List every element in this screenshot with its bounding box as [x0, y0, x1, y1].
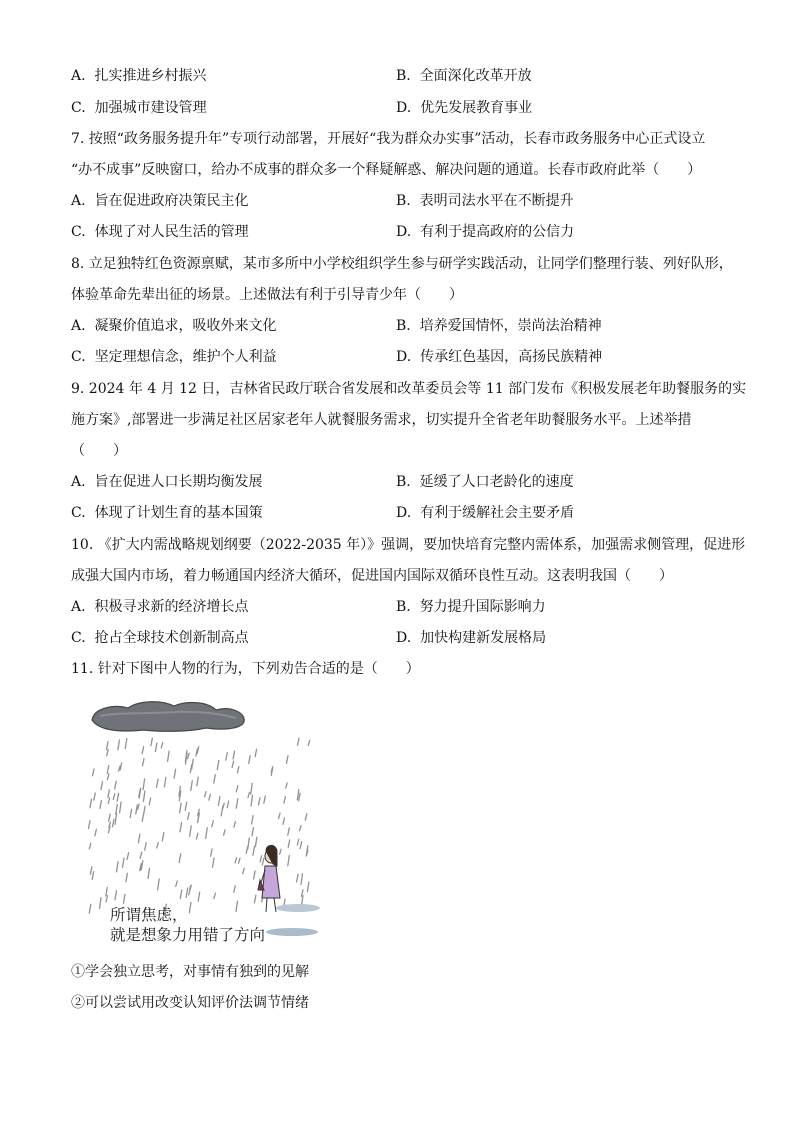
raindrop: [252, 828, 254, 836]
raindrop: [100, 801, 102, 809]
q8-option-a: A. 凝聚价值追求，吸收外来文化: [71, 318, 277, 334]
raindrop: [299, 793, 301, 801]
raindrop: [297, 874, 299, 882]
raindrop: [212, 821, 214, 827]
raindrop: [141, 861, 143, 870]
raindrop: [262, 858, 264, 865]
q7-stem-line2: “办不成事”反映窗口，给办不成事的群众多一个释疑解惑、解决问题的通道。长春市政府此举（ ）: [71, 162, 702, 178]
raindrop: [94, 793, 96, 800]
q10-option-d: D. 加快构建新发展格局: [396, 630, 547, 646]
q10-option-b: B. 努力提升国际影响力: [396, 599, 546, 615]
raindrop: [107, 750, 109, 756]
raindrop: [180, 803, 182, 813]
q10-option-a: A. 积极寻求新的经济增长点: [71, 599, 249, 615]
raindrop: [227, 801, 229, 808]
raindrop: [179, 854, 181, 863]
raindrop: [89, 843, 91, 849]
raindrop: [126, 873, 128, 882]
raindrop: [145, 843, 147, 851]
q6-option-d: D. 优先发展教育事业: [396, 100, 533, 116]
raindrop: [180, 823, 182, 832]
raindrop: [158, 879, 160, 890]
raindrop: [101, 782, 103, 790]
raindrop: [142, 747, 144, 754]
raindrop: [254, 871, 256, 879]
cartoon-caption: [110, 905, 265, 945]
raindrop: [305, 814, 307, 820]
raindrop: [243, 868, 245, 874]
raindrop: [254, 895, 256, 903]
raindrop: [255, 749, 257, 756]
raindrop: [209, 794, 211, 800]
q7-option-b: B. 表明司法水平在不断提升: [396, 193, 574, 209]
raindrop: [115, 781, 117, 789]
raindrop: [115, 891, 117, 900]
raindrop: [174, 769, 176, 778]
raindrop: [118, 740, 120, 749]
raindrop: [90, 867, 92, 875]
raindrop: [157, 779, 159, 787]
puddle: [266, 928, 318, 936]
raindrop: [140, 852, 142, 858]
raindrop: [237, 767, 239, 773]
raindrop: [113, 794, 115, 800]
raindrop: [213, 858, 215, 867]
raindrop: [235, 858, 237, 863]
raindrop: [279, 813, 281, 819]
q6-option-b: B. 全面深化改革开放: [396, 68, 532, 84]
raindrop: [144, 806, 146, 814]
raindrop: [236, 786, 238, 792]
q11-statement-1: ①学会独立思考，对事情有独到的见解: [71, 964, 309, 980]
raindrop: [113, 819, 115, 827]
q11-stem-line1: 11. 针对下图中人物的行为，下列劝告合适的是（ ）: [71, 661, 420, 677]
q11-statement-2: ②可以尝试用改变认知评价法调节情绪: [71, 995, 309, 1011]
q6-option-c: C. 加强城市建设管理: [71, 100, 207, 116]
raindrop: [161, 743, 163, 748]
q9-stem-line3: （ ）: [71, 443, 127, 459]
raindrop: [264, 796, 266, 803]
raindrop: [92, 872, 94, 880]
raindrop: [226, 753, 228, 760]
raindrop: [206, 828, 208, 839]
raindrop: [100, 898, 102, 909]
raindrop: [107, 774, 109, 780]
raindrop: [287, 756, 289, 764]
raindrop: [180, 890, 182, 898]
raindrop: [223, 803, 225, 809]
raindrop: [217, 760, 219, 769]
raindrop: [124, 894, 126, 903]
q9-option-c: C. 体现了计划生育的基本国策: [71, 505, 263, 521]
q10-stem-line2: 成强大国内市场，着力畅通国内经济大循环，促进国内国际双循环良性互动。这表明我国（ ）: [71, 568, 673, 584]
raindrop: [127, 853, 129, 860]
q9-stem-line1: 9. 2024 年 4 月 12 日，吉林省民政厅联合省发展和改革委员会等 11 部门发布《积极发展老年助餐服务的实: [71, 381, 747, 397]
raindrop: [308, 740, 310, 745]
raindrop: [188, 813, 190, 820]
raindrop: [284, 797, 286, 803]
puddle: [276, 904, 320, 912]
raindrop: [214, 893, 216, 898]
raindrop: [107, 766, 109, 774]
raindrop: [130, 809, 132, 817]
raindrop: [232, 761, 234, 767]
q8-stem-line2: 体验革命先辈出征的场景。上述做法有利于引导青少年（ ）: [71, 287, 463, 303]
raindrop: [218, 797, 220, 806]
raindrop: [162, 833, 164, 841]
raindrop: [252, 816, 254, 824]
raindrop: [283, 818, 285, 824]
q7-option-c: C. 体现了对人民生活的管理: [71, 224, 249, 240]
raindrop: [259, 798, 261, 805]
raindrop: [190, 765, 192, 773]
caption-line: 所谓焦虑，: [110, 906, 188, 924]
raindrop: [176, 881, 178, 887]
raindrop: [251, 783, 253, 794]
q9-option-d: D. 有利于缓解社会主要矛盾: [396, 505, 575, 521]
raindrop: [255, 837, 257, 847]
raindrop: [148, 868, 150, 878]
raindrop: [196, 749, 198, 756]
raindrop: [196, 833, 198, 839]
raindrop: [197, 777, 199, 786]
raindrop: [239, 858, 241, 863]
raindrop: [109, 814, 111, 821]
q8-option-b: B. 培养爱国情怀，崇尚法治精神: [396, 318, 602, 334]
raindrop: [149, 798, 151, 805]
raindrop: [185, 802, 187, 810]
q9-stem-line2: 施方案》,部署进一步满足社区居家老年人就餐服务需求，切实提升全省老年助餐服务水平。上述举措: [71, 412, 692, 428]
raindrop: [249, 756, 251, 764]
raindrop: [117, 862, 119, 872]
raindrop: [108, 798, 110, 804]
raindrop: [190, 826, 192, 836]
raindrop: [297, 839, 299, 845]
raindrop: [298, 738, 300, 745]
raindrop: [214, 775, 216, 784]
raindrop: [234, 822, 236, 828]
raindrop: [125, 739, 127, 749]
raindrop: [301, 874, 303, 885]
raindrop: [120, 802, 122, 813]
raindrop: [89, 904, 91, 913]
raindrop: [115, 814, 117, 825]
raindrop: [253, 847, 255, 855]
raindrop: [260, 856, 262, 862]
raindrop: [138, 834, 140, 843]
raindrop: [251, 795, 253, 806]
raindrop: [143, 759, 145, 766]
raindrop: [288, 840, 290, 847]
raindrop: [198, 892, 200, 901]
raindrop: [157, 843, 159, 848]
raindrop: [188, 753, 190, 758]
q10-stem-line1: 10. 《扩大内需战略规划纲要（2022-2035 年）》强调，要加快培育完整内需体系，加强需求侧管理，促进形: [71, 537, 746, 553]
raindrop: [151, 738, 153, 746]
raindrop: [288, 855, 290, 865]
raindrop: [90, 799, 92, 808]
q7-option-a: A. 旨在促进政府决策民主化: [71, 193, 249, 209]
raindrop: [307, 882, 309, 892]
q8-option-c: C. 坚定理想信念，维护个人利益: [71, 349, 277, 365]
raindrop: [191, 781, 193, 791]
raindrop: [288, 828, 290, 836]
q8-option-d: D. 传承红色基因，高扬民族精神: [396, 349, 603, 365]
q10-option-c: C. 抢占全球技术创新制高点: [71, 630, 249, 646]
raindrop: [248, 792, 250, 797]
raindrop: [164, 777, 166, 786]
raindrop: [116, 804, 118, 814]
raindrop: [95, 829, 97, 836]
raindrop: [143, 791, 145, 802]
raindrop: [236, 799, 238, 809]
raindrop: [106, 887, 108, 896]
q9-option-a: A. 旨在促进人口长期均衡发展: [71, 474, 263, 490]
raindrop: [117, 793, 119, 801]
q7-option-d: D. 有利于提高政府的公信力: [396, 224, 575, 240]
raindrop: [120, 763, 122, 770]
raindrop: [224, 830, 226, 835]
raindrop: [300, 842, 302, 849]
q6-option-a: A. 扎实推进乡村振兴: [71, 68, 207, 84]
raindrop: [300, 826, 302, 831]
raindrop: [123, 858, 125, 867]
raindrop: [280, 849, 282, 854]
q9-option-b: B. 延缓了人口老龄化的速度: [396, 474, 574, 490]
raindrop: [106, 896, 108, 902]
q8-stem-line1: 8. 立足独特红色资源禀赋，某市多所中小学校组织学生参与研学实践活动，让同学们整理行装、列好队形，: [71, 256, 733, 272]
q7-stem-line1: 7. 按照“政务服务提升年”专项行动部署，开展好“我为群众办实事”活动，长春市政务服务中心正式设立: [71, 131, 706, 147]
cloud-icon: [92, 702, 244, 732]
raindrop: [234, 886, 236, 892]
raindrop: [143, 779, 145, 790]
raindrop: [93, 769, 95, 776]
raindrop: [211, 849, 213, 856]
raindrop: [248, 838, 250, 849]
raindrop: [186, 888, 188, 897]
raindrop: [108, 790, 110, 798]
raindrop: [286, 783, 288, 788]
raindrop: [89, 821, 91, 829]
raindrop: [233, 751, 235, 759]
raindrop: [168, 751, 170, 761]
raindrop: [205, 792, 207, 797]
caption-line: 就是想象力用错了方向: [110, 926, 266, 944]
raindrop: [107, 742, 109, 750]
raindrop: [155, 743, 157, 752]
